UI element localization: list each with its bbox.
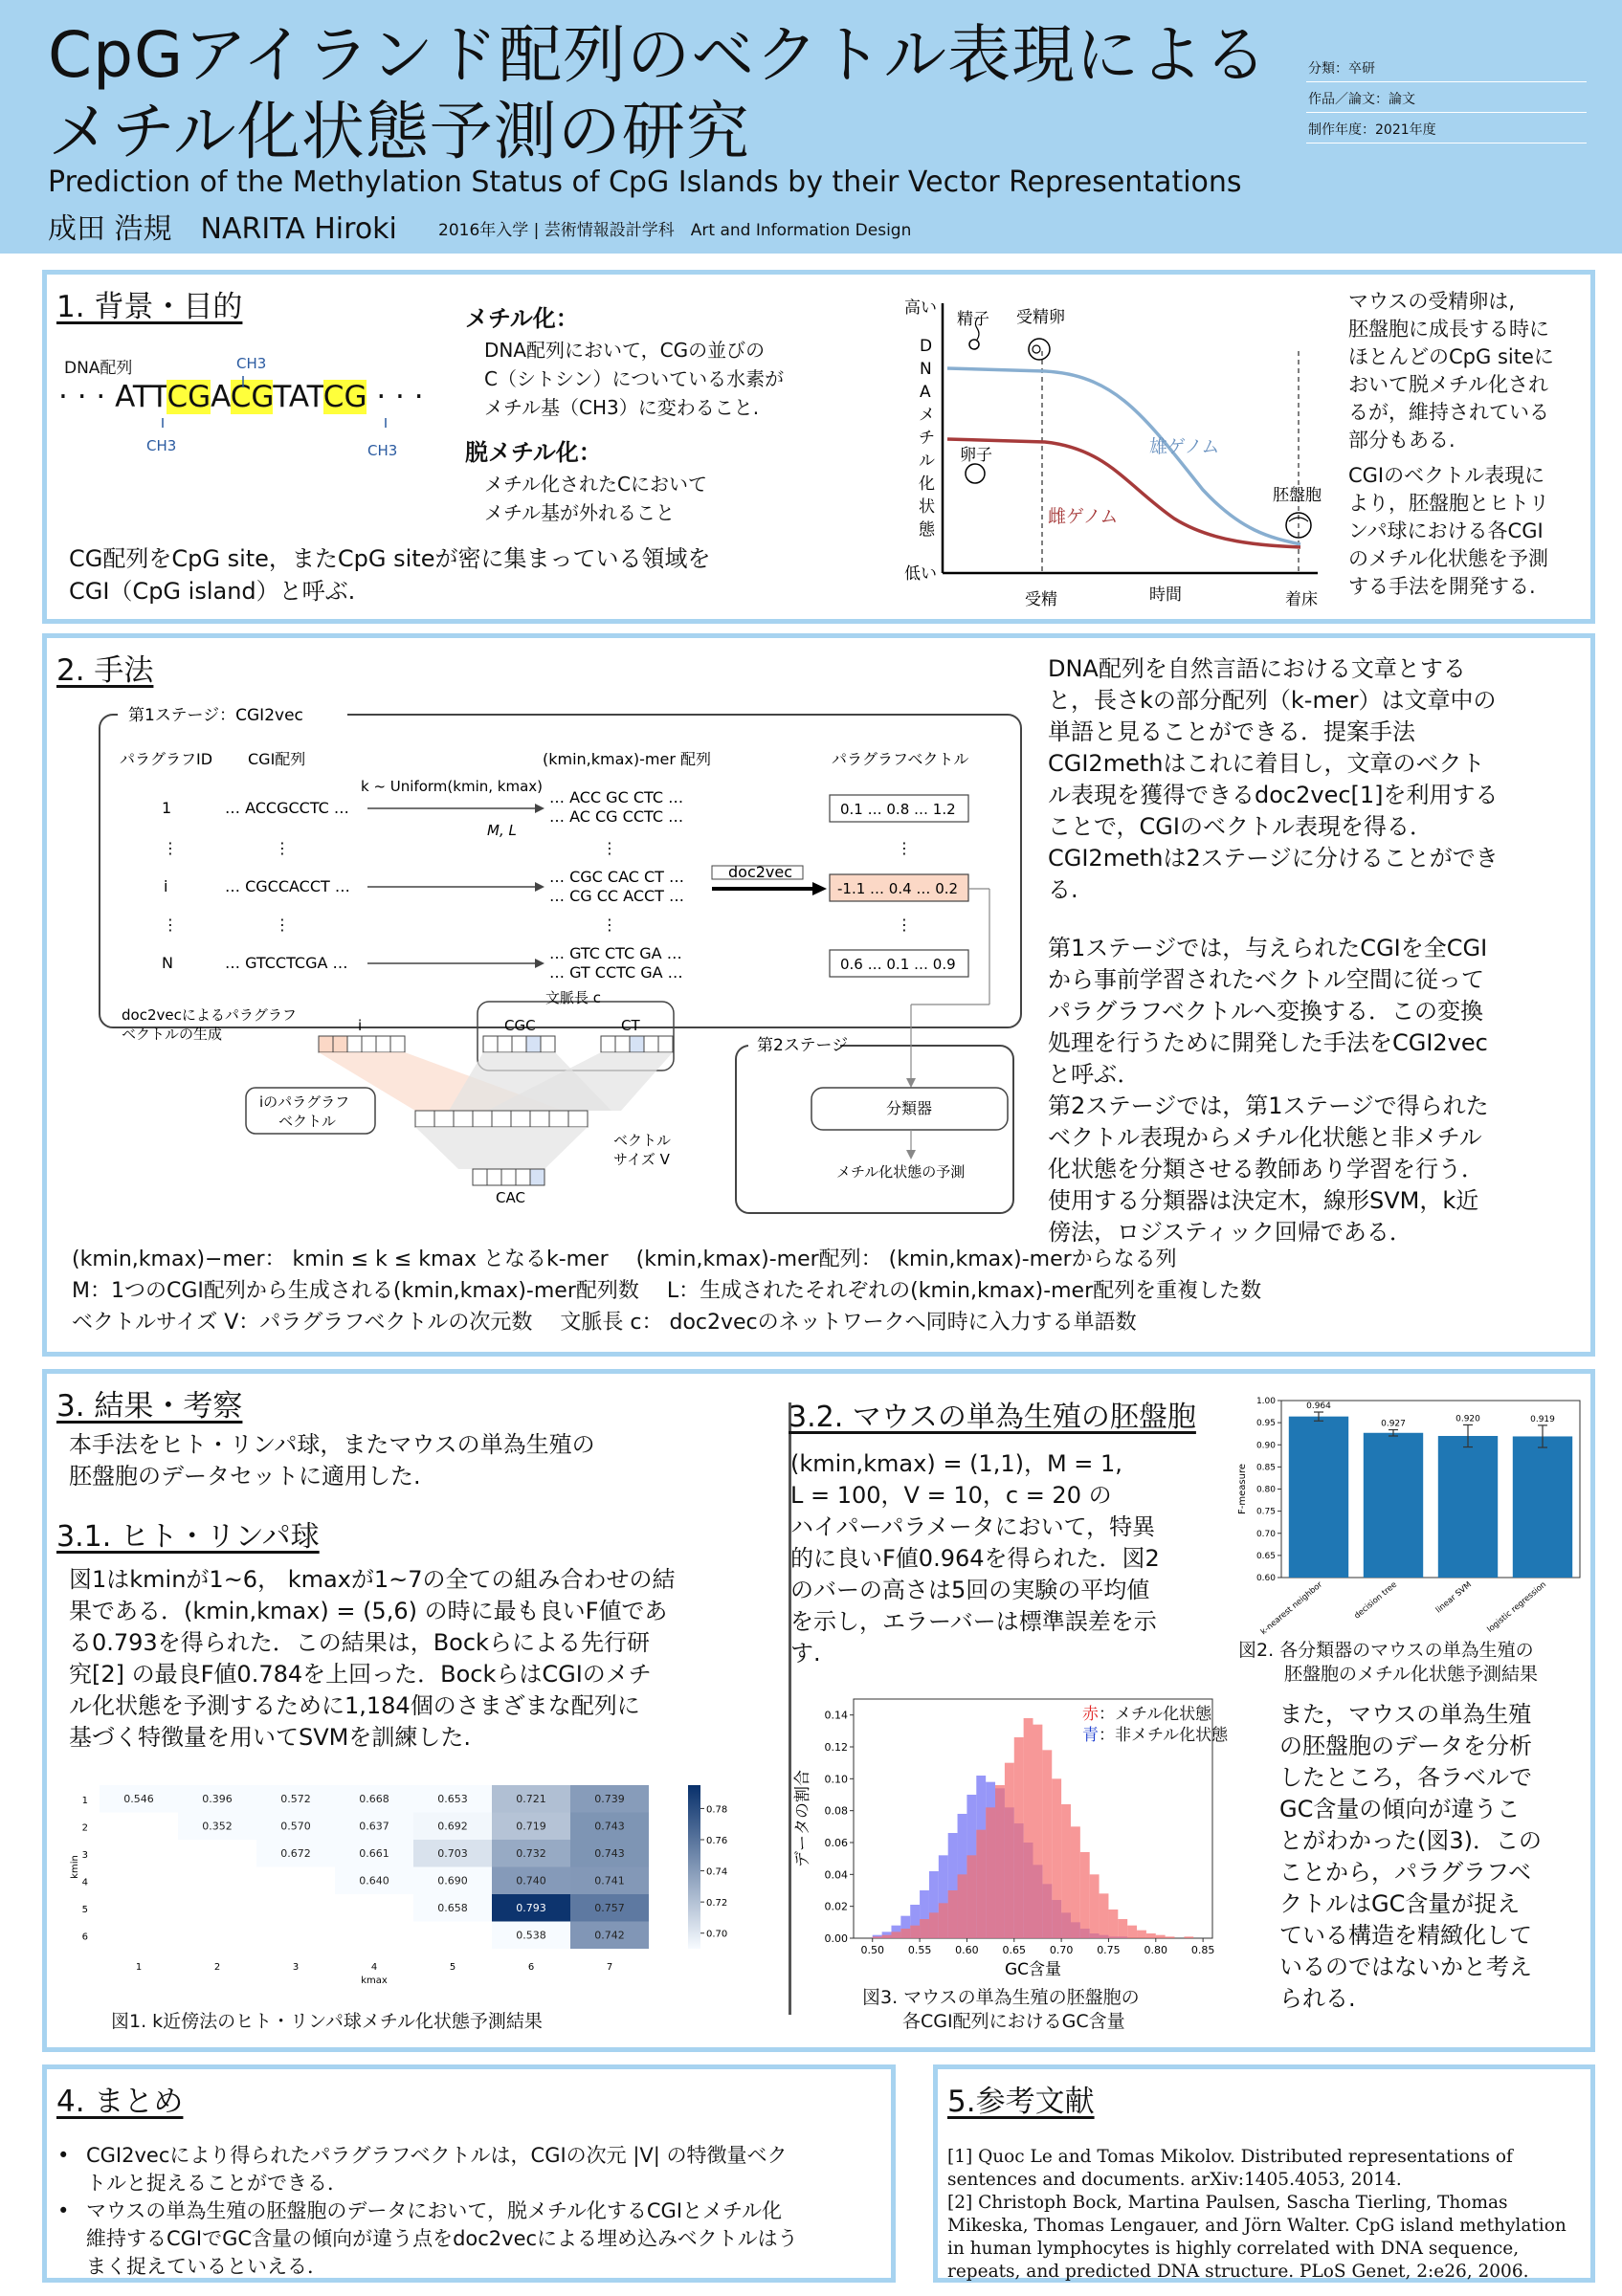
x-tick-label: k-nearest neighbor <box>1258 1579 1324 1638</box>
svg-text:M, L: M, L <box>487 822 517 839</box>
poster-subtitle: Prediction of the Methylation Status of CpG Islands by their Vector Representations <box>48 166 1242 199</box>
col-tick: 5 <box>449 1962 456 1973</box>
col-tick: 2 <box>213 1962 221 1973</box>
svg-text:第1ステージ：CGI2vec: 第1ステージ：CGI2vec <box>128 706 303 725</box>
svg-text:⋮: ⋮ <box>163 916 178 934</box>
s2-right-text: DNA配列を自然言語における文章とする と，長さkの部分配列（k-mer）は文章中の 単語と見ることができる．提案手法 CGI2methはこれに着目し，文章のベクト ル表現を獲得できるdoc2vec[1]を利用する ことで，CGIのベクトル表現を得る． CGI2methは2ステージに分けることができ る. <box>1048 655 1499 903</box>
histogram-bar <box>1061 1804 1071 1938</box>
row-tick: 3 <box>81 1850 88 1861</box>
col-tick: 7 <box>606 1962 613 1973</box>
svg-text:N: N <box>920 360 932 379</box>
svg-text:CGI配列: CGI配列 <box>248 750 306 768</box>
data-label: 0.964 <box>1306 1402 1331 1412</box>
summary-item: • マウスの単為生殖の胚盤胞のデータにおいて，脱メチル化するCGIとメチル化 維持するCGIでGC含量の傾向が違う点をdoc2vecによる埋め込みベクトルはう まく捉えているといえる． <box>52 2197 798 2281</box>
methylation-timeline-graph <box>858 275 1346 624</box>
heatmap-label: 0.719 <box>516 1820 546 1833</box>
bar <box>1438 1436 1498 1578</box>
svg-text:CGC: CGC <box>504 1017 536 1034</box>
cgc-vector-cells <box>483 1036 555 1052</box>
y-tick-label: 0.80 <box>1255 1485 1276 1495</box>
histogram-bar <box>1100 1893 1109 1938</box>
svg-text:着床: 着床 <box>1285 590 1318 609</box>
s3-right-text: また，マウスの単為生殖 の胚盤胞のデータを分析 したところ，各ラベルで GC含量の傾向が違うこ とがわかった(図3)．この ことから，パラグラフベ クトルはGC含量が捉え ている構造を精緻化して いるのではないかと考え られる. <box>1279 1701 1542 2012</box>
cgi-definition: CG配列をCpG site，またCpG siteが密に集まっている領域を CGI（CpG island）と呼ぶ. <box>69 545 711 605</box>
y-tick-label: 0.00 <box>824 1932 848 1945</box>
heatmap-label: 0.538 <box>516 1929 546 1942</box>
y-tick-label: 0.70 <box>1255 1529 1276 1539</box>
heatmap-ylabel: kmin <box>70 1855 80 1879</box>
svg-text:… GTC CTC GA …: … GTC CTC GA … <box>549 944 682 962</box>
results-intro: 本手法をヒト・リンパ球，またマウスの単為生殖の 胚盤胞のデータセットに適用した. <box>69 1431 595 1490</box>
svg-text:… CGCCACCT …: … CGCCACCT … <box>225 877 350 895</box>
x-tick-label: decision tree <box>1352 1579 1399 1622</box>
colorbar-tick: 0.72 <box>706 1898 728 1910</box>
methylation-desc: DNA配列において，CGの並びの C（シトシン）についている水素が メチル基（CH3）に変わること. <box>484 339 785 419</box>
heatmap-label: 0.672 <box>280 1847 311 1860</box>
heatmap-label: 0.572 <box>280 1793 311 1805</box>
y-tick-label: 0.04 <box>824 1868 848 1882</box>
fig1-caption: 図1. k近傍法のヒト・リンパ球メチル化状態予測結果 <box>111 2011 543 2032</box>
histogram-legend: 赤：メチル化状態 青：非メチル化状態 <box>1082 1705 1229 1745</box>
col-tick: 1 <box>135 1962 143 1973</box>
heatmap-label: 0.546 <box>123 1793 154 1805</box>
y-tick-label: 0.90 <box>1255 1441 1276 1451</box>
colorbar <box>688 1785 700 1949</box>
dna-label: DNA配列 <box>64 359 133 378</box>
svg-text:… ACC GC CTC …: … ACC GC CTC … <box>549 788 684 806</box>
colorbar-tick: 0.76 <box>706 1836 728 1846</box>
y-tick-label: 0.85 <box>1255 1463 1276 1473</box>
x-axis-label: GC含量 <box>1004 1960 1062 1979</box>
svg-text:… CGC CAC CT …: … CGC CAC CT … <box>549 868 685 886</box>
heatmap-label: 0.661 <box>359 1847 389 1860</box>
svg-text:態: 態 <box>919 520 935 540</box>
histogram-bar <box>1118 1919 1127 1938</box>
svg-text:ル: ル <box>919 452 935 471</box>
s1-right-text: マウスの受精卵は, 胚盤胞に成長する時に ほとんどのCpG siteに おいて脱メチル化され るが，維持されている 部分もある. <box>1348 290 1554 452</box>
svg-text:i: i <box>164 877 168 895</box>
histogram-bar <box>1137 1931 1146 1938</box>
heatmap-label: 0.653 <box>437 1793 468 1805</box>
svg-text:パラグラフベクトル: パラグラフベクトル <box>832 750 969 768</box>
bar <box>1289 1417 1348 1578</box>
svg-text:分類器: 分類器 <box>886 1099 933 1117</box>
svg-text:1: 1 <box>162 799 172 817</box>
row-tick: 5 <box>81 1905 88 1915</box>
svg-text:0.1 … 0.8 … 1.2: 0.1 … 0.8 … 1.2 <box>840 801 956 818</box>
fertilized-egg-icon <box>1029 339 1050 360</box>
heatmap-xlabel: kmax <box>361 1976 388 1986</box>
svg-text:… AC CG CCTC …: … AC CG CCTC … <box>549 807 684 826</box>
histogram-bar <box>1052 1778 1061 1938</box>
heatmap-label: 0.741 <box>594 1874 625 1888</box>
svg-text:パラグラフID: パラグラフID <box>120 750 213 768</box>
svg-text:doc2vec: doc2vec <box>728 863 793 881</box>
histogram-bar <box>1156 1935 1166 1938</box>
svg-text:文脈長 c: 文脈長 c <box>545 989 602 1006</box>
svg-text:精子: 精子 <box>957 310 989 329</box>
col-tick: 6 <box>527 1962 535 1973</box>
cac-vector-cells <box>473 1169 544 1185</box>
histogram-bar <box>1146 1933 1156 1938</box>
heatmap-label: 0.570 <box>280 1820 311 1833</box>
meta-year: 制作年度：2021年度 <box>1306 117 1587 144</box>
section-title: 5.参考文献 <box>947 2085 1095 2119</box>
section-method <box>42 633 1595 1357</box>
section-title: 4. まとめ <box>56 2085 184 2119</box>
histogram-bar <box>1184 1936 1193 1938</box>
histogram-bar <box>958 1874 967 1938</box>
svg-text:doc2vecによるパラグラフ: doc2vecによるパラグラフ <box>122 1006 297 1024</box>
svg-text:低い: 低い <box>904 564 937 584</box>
dna-sequence: · · · ATTCGACGTATCG · · · <box>58 380 424 414</box>
svg-text:第2ステージ: 第2ステージ <box>757 1036 849 1055</box>
svg-text:メチル化状態の予測: メチル化状態の予測 <box>836 1163 966 1181</box>
ch3-connectors <box>47 275 487 466</box>
histogram-bar <box>1166 1936 1175 1938</box>
svg-text:⋮: ⋮ <box>275 916 290 934</box>
definitions: (kmin,kmax)−mer： kmin ≤ k ≤ kmax となるk-mer (kmin,kmax)-mer配列： (kmin,kmax)-merからなる列 M：1つのCGI配列から生成される(kmin,kmax)-mer配列数 L：生成されたそれぞれの(kmin,kmax)-mer配列を重複した数 ベクトルサイズ V：パラグラフベクトルの次元数 文脈長 c： doc2vecのネットワークへ同時に入力する単語数 <box>72 1247 1262 1335</box>
y-tick-label: 0.02 <box>824 1900 848 1913</box>
summary-item: • CGI2vecにより得られたパラグラフベクトルは，CGIの次元 |V| の特徴量ベク トルと捉えることができる． <box>52 2142 798 2197</box>
row-1 <box>162 788 968 826</box>
svg-text:⋮: ⋮ <box>275 839 290 857</box>
histogram-bar <box>967 1855 976 1938</box>
poster-title: CpGアイランド配列のベクトル表現による メチル化状態予測の研究 <box>48 18 1269 168</box>
egg-icon <box>966 464 985 483</box>
heatmap-label: 0.793 <box>516 1902 546 1914</box>
row-tick: 1 <box>81 1796 88 1806</box>
y-tick-label: 0.14 <box>824 1709 848 1722</box>
histogram-bar <box>1090 1874 1100 1938</box>
methylation-title: メチル化： <box>465 305 579 332</box>
y-tick-label: 0.60 <box>1255 1574 1276 1583</box>
svg-text:(kmin,kmax)-mer 配列: (kmin,kmax)-mer 配列 <box>543 750 712 768</box>
svg-text:ベクトル: ベクトル <box>613 1132 672 1149</box>
svg-text:状: 状 <box>919 497 935 517</box>
author-meta: 2016年入学 | 芸術情報設計学科 Art and Information Design <box>438 221 912 240</box>
svg-text:サイズ V: サイズ V <box>613 1151 670 1168</box>
ch3-label: CH3 <box>367 442 398 459</box>
histogram-bar <box>920 1919 929 1938</box>
histogram-bar <box>986 1807 995 1938</box>
ch3-label: CH3 <box>236 355 267 372</box>
fig3-caption: 図3. マウスの単為生殖の胚盤胞の 各CGI配列におけるGC含量 <box>862 1987 1140 2032</box>
x-tick-label: 0.55 <box>907 1944 932 1956</box>
heatmap-label: 0.640 <box>359 1874 389 1888</box>
svg-text:⋮: ⋮ <box>163 839 178 857</box>
histogram-bar <box>1080 1852 1090 1938</box>
subsection-title-32: 3.2. マウスの単為生殖の胚盤胞 <box>789 1401 1196 1434</box>
y-tick-label: 0.06 <box>824 1837 848 1849</box>
text-31: 図1はkminが1~6， kmaxが1~7の全ての組み合わせの結 果である．(kmin,kmax) = (5,6) の時に最も良いF値であ る0.793を得られた．この結果は，Bockらによる先行研 究[2] の最良F値0.784を上回った．BockらはCGIのメチ ル化状態を予測するために1,184個のさまざまな配列に 基づく特徴量を用いてSVMを訓練した. <box>69 1566 676 1751</box>
svg-text:N: N <box>162 954 173 972</box>
svg-text:D: D <box>920 337 933 356</box>
heatmap-label: 0.739 <box>594 1793 625 1805</box>
ct-vector-cells <box>601 1036 673 1052</box>
bar <box>1513 1436 1572 1578</box>
s2-right-text-2: 第1ステージでは，与えられたCGIを全CGI から事前学習されたベクトル空間に従って パラグラフベクトルへ変換する．この変換 処理を行うために開発した手法をCGI2vec と呼ぶ． 第2ステージでは，第1ステージで得られた ベクトル表現からメチル化状態と非メチル 化状態を分類させる教師あり学習を行う． 使用する分類器は決定木，線形SVM，k近 傍法，ロジスティック回帰である． <box>1048 935 1489 1246</box>
heatmap-label: 0.658 <box>437 1902 468 1914</box>
heatmap-label: 0.703 <box>437 1847 468 1860</box>
svg-text:i: i <box>358 1017 363 1034</box>
histogram-bar <box>900 1929 910 1938</box>
histogram-bar <box>1005 1763 1014 1938</box>
x-tick-label: linear SVM <box>1433 1579 1474 1616</box>
svg-text:⋮: ⋮ <box>897 839 912 857</box>
histogram-bar <box>976 1830 986 1938</box>
histogram-bar <box>910 1926 920 1938</box>
row-n <box>162 944 968 982</box>
meta-info <box>1306 55 1587 147</box>
row-tick: 6 <box>81 1932 88 1943</box>
histogram-bar <box>891 1932 900 1938</box>
svg-text:雄ゲノム: 雄ゲノム <box>1149 436 1220 457</box>
heatmap-label: 0.721 <box>516 1793 546 1805</box>
i-vector-cells <box>319 1036 405 1052</box>
col-tick: 4 <box>370 1962 378 1973</box>
bar-chart-figure <box>1233 1381 1597 1673</box>
ch3-label: CH3 <box>146 437 177 454</box>
svg-text:化: 化 <box>919 475 935 494</box>
section-title: 1. 背景・目的 <box>56 290 243 324</box>
meta-type: 作品／論文：論文 <box>1306 86 1587 113</box>
histogram-bar <box>1042 1750 1052 1938</box>
y-tick-label: 0.95 <box>1255 1419 1276 1429</box>
svg-text:… ACCGCCTC …: … ACCGCCTC … <box>225 799 349 817</box>
svg-text:⋮: ⋮ <box>602 839 617 857</box>
heatmap-label: 0.732 <box>516 1847 546 1860</box>
y-tick-label: 0.08 <box>824 1804 848 1818</box>
y-tick-label: 0.75 <box>1255 1507 1276 1517</box>
bar <box>1364 1433 1423 1578</box>
svg-text:iのパラグラフ: iのパラグラフ <box>259 1093 350 1111</box>
histogram-bar <box>882 1935 892 1938</box>
row-i <box>164 863 968 905</box>
svg-text:-1.1 … 0.4 … 0.2: -1.1 … 0.4 … 0.2 <box>837 880 959 897</box>
heatmap-label: 0.668 <box>359 1793 389 1805</box>
x-tick-label: 0.85 <box>1190 1944 1215 1956</box>
svg-text:0.6 … 0.1 … 0.9: 0.6 … 0.1 … 0.9 <box>840 956 956 973</box>
heatmap-label: 0.692 <box>437 1820 468 1833</box>
histogram-bar <box>1071 1826 1080 1938</box>
svg-text:A: A <box>920 383 931 402</box>
row-tick: 2 <box>81 1822 88 1834</box>
heatmap-label: 0.742 <box>594 1929 625 1942</box>
histogram-bar <box>948 1890 958 1938</box>
svg-text:メ: メ <box>919 406 935 425</box>
fig2-caption: 図2. 各分類器のマウスの単為生殖の 胚盤胞のメチル化状態予測結果 <box>1238 1640 1539 1685</box>
svg-text:受精: 受精 <box>1025 590 1057 609</box>
demethylation-title: 脱メチル化： <box>465 439 602 466</box>
author-name: 成田 浩規 NARITA Hiroki <box>48 212 397 246</box>
y-tick-label: 0.12 <box>824 1741 848 1754</box>
svg-text:… CG CC ACCT …: … CG CC ACCT … <box>549 887 685 905</box>
svg-text:時間: 時間 <box>1149 585 1182 605</box>
heatmap-label: 0.352 <box>202 1820 233 1833</box>
section-title: 3. 結果・考察 <box>56 1389 243 1424</box>
histogram-bar <box>939 1903 948 1938</box>
svg-text:CAC: CAC <box>496 1189 525 1206</box>
section-background <box>42 270 1595 624</box>
row-tick: 4 <box>81 1877 88 1888</box>
heatmap-label: 0.396 <box>202 1793 233 1805</box>
heatmap-label: 0.743 <box>594 1847 625 1860</box>
y-axis-label: F-measure <box>1237 1464 1248 1514</box>
section-references <box>933 2064 1595 2283</box>
x-tick-label: 0.50 <box>860 1944 884 1956</box>
x-tick-label: 0.75 <box>1097 1944 1121 1956</box>
heatmap-label: 0.637 <box>359 1820 389 1833</box>
y-tick-label: 0.65 <box>1255 1551 1276 1561</box>
data-label: 0.927 <box>1381 1419 1406 1429</box>
section-title: 2. 手法 <box>56 653 154 688</box>
colorbar-tick: 0.70 <box>706 1929 728 1940</box>
svg-text:k ~ Uniform(kmin, kmax): k ~ Uniform(kmin, kmax) <box>361 778 543 795</box>
x-tick-label: 0.70 <box>1049 1944 1074 1956</box>
reference-list: [1] Quoc Le and Tomas Mikolov. Distributed representations of sentences and documents. arXiv:1405.4053, 2014. [2] Christoph Bock, Martina Paulsen, Sascha Tierling, Thomas Mikeska, Thomas Lengauer, and Jörn Walter. CpG island methylation in human lymphocytes is highly correlated with DNA sequence, repeats, and predicted DNA structure. PLoS Genet, 2:e26, 2006. <box>947 2147 1566 2282</box>
cgi2vec-diagram <box>47 638 1061 1231</box>
histogram-bar <box>873 1936 882 1938</box>
svg-text:卵子: 卵子 <box>960 446 992 465</box>
histogram-bar <box>1014 1737 1024 1938</box>
heatmap-figure <box>56 1776 765 1986</box>
histogram-bar <box>1033 1725 1043 1938</box>
graph-ylabel <box>919 337 936 540</box>
x-tick-label: 0.80 <box>1144 1944 1168 1956</box>
svg-text:ベクトル: ベクトル <box>278 1113 337 1130</box>
y-tick-label: 1.00 <box>1255 1397 1276 1406</box>
demethylation-desc: メチル化されたCにおいて メチル基が外れること <box>484 473 707 524</box>
heatmap-label: 0.690 <box>437 1874 468 1888</box>
y-tick-label: 0.10 <box>824 1773 848 1786</box>
histogram-bar <box>1108 1910 1118 1938</box>
svg-text:胚盤胞: 胚盤胞 <box>1273 486 1322 505</box>
x-tick-label: 0.60 <box>955 1944 979 1956</box>
section-summary <box>42 2064 896 2283</box>
svg-text:… GTCCTCGA …: … GTCCTCGA … <box>225 954 348 972</box>
text-32: (kmin,kmax) = (1,1)，M = 1, L = 100，V = 10，c = 20 の ハイパーパラメータにおいて，特異 的に良いF値0.964を得られた．図2 のバーの高さは5回の実験の平均値 を示し，エラーバーは標準誤差を示 す. <box>790 1450 1160 1667</box>
histogram-bar <box>929 1912 939 1938</box>
female-genome-curve <box>947 439 1300 547</box>
summary-list <box>52 2142 798 2281</box>
data-label: 0.919 <box>1530 1414 1555 1424</box>
header-banner <box>0 0 1622 254</box>
svg-text:高い: 高い <box>904 298 937 318</box>
s1-right-text-2: CGIのベクトル表現に より，胚盤胞とヒトリ ンパ球における各CGI のメチル化状態を予測 する手法を開発する. <box>1348 464 1549 598</box>
svg-text:雌ゲノム: 雌ゲノム <box>1048 506 1119 527</box>
x-tick-label: logistic regression <box>1485 1579 1548 1635</box>
svg-text:チ: チ <box>919 429 935 448</box>
data-label: 0.920 <box>1455 1414 1480 1424</box>
output-vector-cells <box>415 1111 588 1127</box>
svg-text:ベクトルの生成: ベクトルの生成 <box>122 1026 223 1043</box>
col-tick: 3 <box>292 1962 300 1973</box>
male-genome-curve <box>947 368 1300 544</box>
y-axis-label: データの割合 <box>793 1770 812 1867</box>
colorbar-tick: 0.74 <box>706 1866 728 1878</box>
svg-text:⋮: ⋮ <box>602 916 617 934</box>
histogram-bar <box>1024 1718 1033 1938</box>
heatmap-label: 0.757 <box>594 1902 625 1914</box>
colorbar-tick: 0.78 <box>706 1804 728 1816</box>
svg-text:CT: CT <box>621 1017 640 1034</box>
subsection-title-31: 3.1. ヒト・リンパ球 <box>56 1520 320 1554</box>
histogram-bar <box>995 1785 1005 1938</box>
x-tick-label: 0.65 <box>1002 1944 1027 1956</box>
svg-text:… GT CCTC GA …: … GT CCTC GA … <box>549 963 683 982</box>
meta-category: 分類：卒研 <box>1306 55 1587 82</box>
section-results <box>42 1369 1595 2052</box>
histogram-bar <box>1127 1926 1137 1938</box>
heatmap-label: 0.740 <box>516 1874 546 1888</box>
heatmap-label: 0.743 <box>594 1820 625 1833</box>
svg-text:受精卵: 受精卵 <box>1016 308 1065 327</box>
svg-text:⋮: ⋮ <box>897 916 912 934</box>
